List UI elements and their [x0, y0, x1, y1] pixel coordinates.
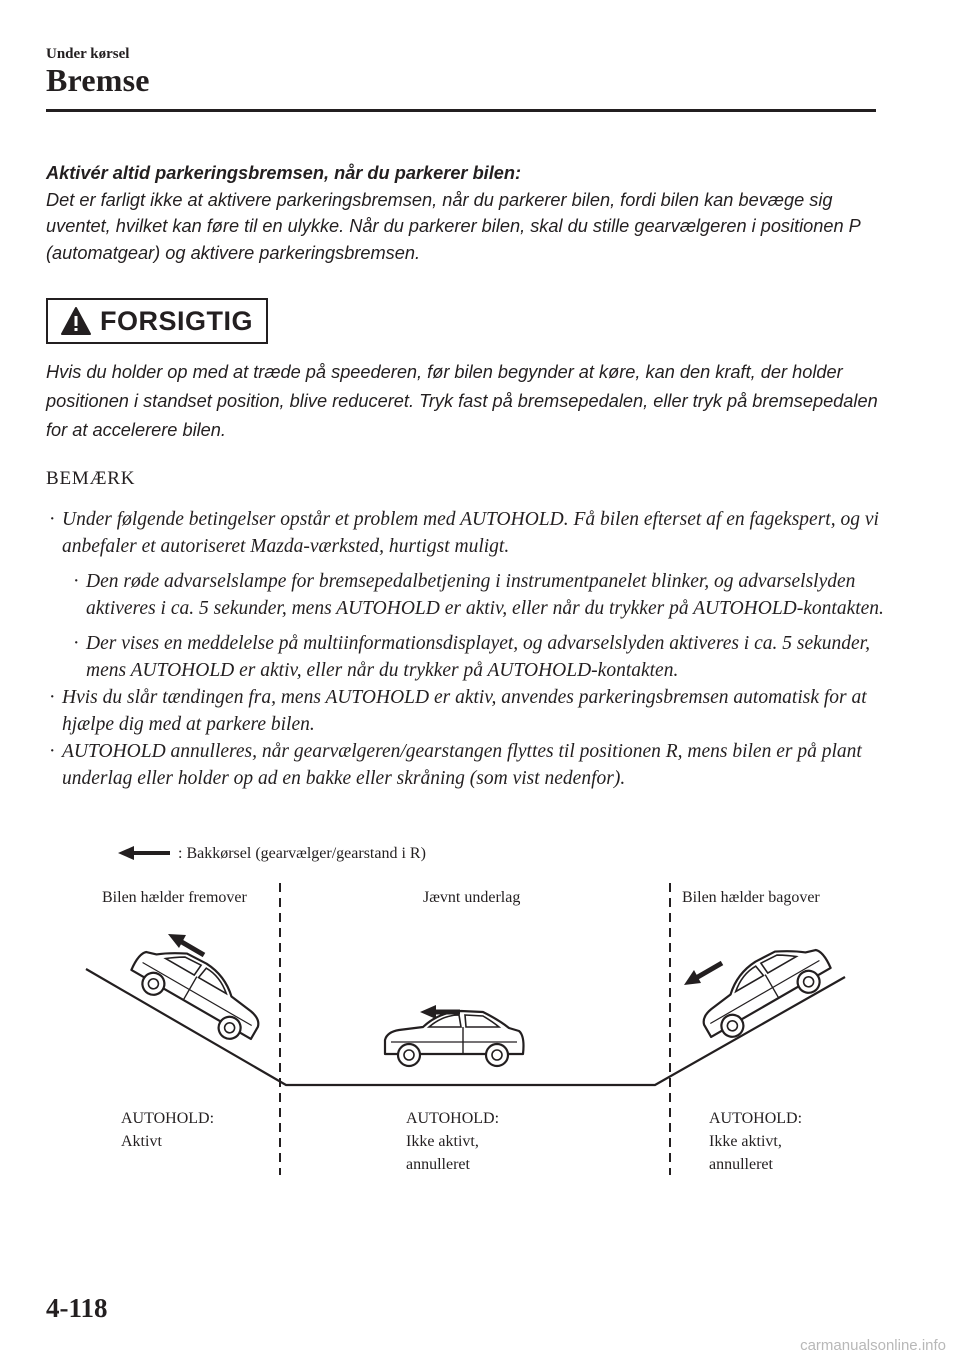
list-item [70, 630, 886, 684]
warning-heading: Aktivér altid parkeringsbremsen, når du parkerer bilen: [46, 163, 522, 183]
panel-title-forward: Bilen hælder fremover [102, 889, 247, 906]
panel-title-level: Jævnt underlag [423, 889, 521, 906]
page-title: Bremse [46, 62, 150, 98]
bullet: · [49, 741, 56, 762]
panel-status-forward-line1: AUTOHOLD: [121, 1110, 215, 1127]
bullet: · [73, 571, 80, 592]
legend-text: : Bakkørsel (gearvælger/gearstand i R) [178, 845, 426, 862]
list-item-text: Under følgende betingelser opstår et problem med AUTOHOLD. Få bilen efterset af en fagekspert, og vi anbefaler et autoriseret Mazda-værksted, hurtigst muligt. [62, 509, 879, 557]
list-item-text: Hvis du slår tændingen fra, mens AUTOHOLD er aktiv, anvendes parkeringsbremsen automatisk for at hjælpe dig med at parkere bilen. [62, 687, 867, 735]
caution-text: Hvis du holder op med at træde på speederen, før bilen begynder at køre, kan den kraft, der holder positionen i standset position, blive reduceret. Tryk fast på bremsepedalen, eller tryk på bremsepedalen for at accelerere bilen. [46, 362, 878, 440]
autohold-slope-diagram [0, 835, 960, 1185]
list-item [46, 506, 886, 560]
page-number: 4-118 [46, 1293, 108, 1323]
section-label: Under kørsel [46, 46, 130, 62]
reverse-arrow-icon [684, 963, 722, 985]
panel-title-backward: Bilen hælder bagover [682, 889, 820, 906]
warning-triangle-icon [60, 306, 92, 336]
panel-status-backward-line2: Ikke aktivt, [709, 1133, 782, 1150]
reverse-arrowhead-icon [118, 846, 134, 860]
warning-body: Det er farligt ikke at aktivere parkeringsbremsen, når du parkerer bilen, fordi bilen kan bevæge sig uventet, hvilket kan føre til en ulykke. Når du parkerer bilen, skal du stille gearvælgeren i positionen P (automatgear) og aktivere parkeringsbremsen. [46, 189, 861, 263]
bullet: · [49, 509, 56, 530]
list-item [70, 568, 886, 622]
list-item-text: Der vises en meddelelse på multiinformationsdisplayet, og advarselslyden aktiveres i ca. 5 sekunder, mens AUTOHOLD er aktiv, eller når du trykker på AUTOHOLD-kontakten. [86, 633, 870, 681]
list-item [46, 684, 886, 738]
list-item [46, 738, 886, 792]
watermark-text: carmanualsonline.info [800, 1337, 946, 1354]
panel-status-backward-line3: annulleret [709, 1156, 773, 1173]
car-level-icon [385, 1011, 524, 1066]
caution-label: FORSIGTIG [100, 305, 253, 336]
list-item-text: AUTOHOLD annulleres, når gearvælgeren/gearstangen flyttes til positionen R, mens bilen er på plant underlag eller holder op ad en bakke eller skråning (som vist nedenfor). [62, 741, 862, 789]
caution-badge [46, 298, 268, 344]
warning-block [46, 160, 886, 266]
panel-status-level-line2: Ikke aktivt, [406, 1133, 479, 1150]
panel-status-level-line1: AUTOHOLD: [406, 1110, 500, 1127]
bullet: · [49, 687, 56, 708]
note-list [46, 506, 886, 792]
car-uphill-icon [690, 930, 837, 1047]
panel-status-forward-line2: Aktivt [121, 1133, 162, 1150]
list-item-text: Den røde advarselslampe for bremsepedalbetjening i instrumentpanelet blinker, og advarselslyden aktiveres i ca. 5 sekunder, mens AUTOHOLD er aktiv, eller når du trykker på AUTOHOLD-kontakten. [86, 571, 884, 619]
note-heading: BEMÆRK [46, 468, 136, 489]
title-rule [46, 109, 876, 112]
reverse-arrow-icon [168, 934, 204, 955]
panel-status-level-line3: annulleret [406, 1156, 470, 1173]
bullet: · [73, 633, 80, 654]
panel-status-backward-line1: AUTOHOLD: [709, 1110, 803, 1127]
